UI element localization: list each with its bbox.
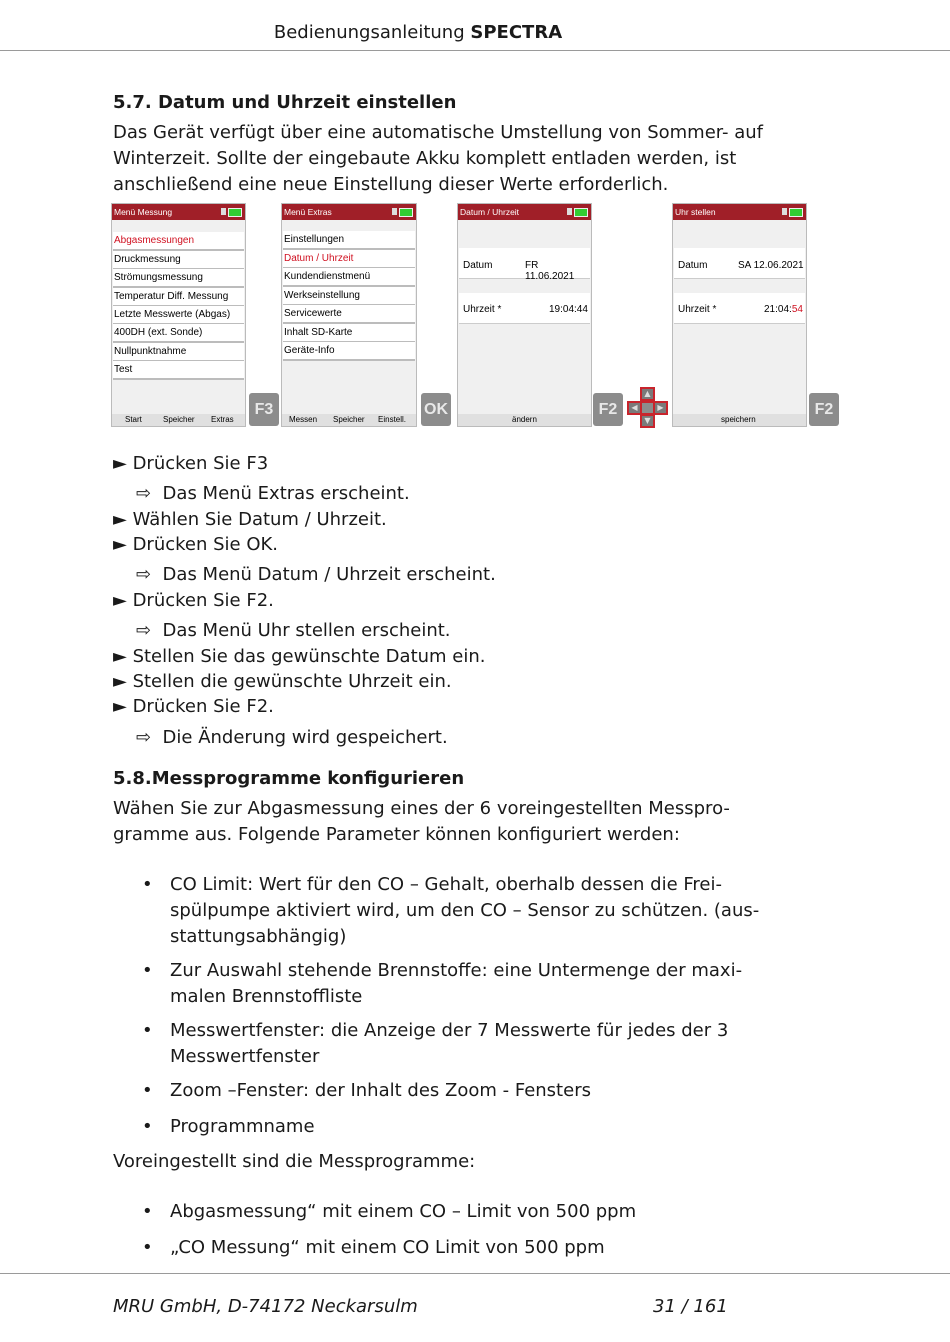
bullet-line: Messwertfenster [170,1046,320,1067]
hollow-arrow-icon: ⇨ [136,620,152,641]
screen-title: Datum / Uhrzeit [460,207,520,217]
screen-menu-messung [111,203,246,427]
battery-icon [574,208,588,217]
bullet-item [142,872,760,950]
time-value: 19:04:44 [549,304,588,315]
battery-icon [789,208,803,217]
substep [136,725,448,751]
bullet-line: Zur Auswahl stehende Brennstoffe: eine Untermenge der maxi- [170,960,743,981]
substep [136,562,496,588]
arrow-up-icon[interactable]: ▲ [640,387,655,401]
menu-item-inhalt-sd-karte[interactable]: Inhalt SD-Karte [283,324,415,343]
softkey-aendern[interactable]: ändern [512,415,537,424]
bullet-line: Programmname [170,1116,315,1137]
menu-item-werkseinstellung[interactable]: Werkseinstellung [283,287,415,306]
bullet-line: stattungsabhängig) [170,926,347,947]
bullet-line: Zoom –Fenster: der Inhalt des Zoom - Fensters [170,1080,591,1101]
step: ► Stellen Sie das gewünschte Datum ein. [113,646,486,667]
bullet-line: Messwertfenster: die Anzeige der 7 Messwerte für jedes der 3 [170,1020,729,1041]
bullet-dot-icon: • [142,960,153,981]
screen-uhr-stellen [672,203,807,427]
f3-key[interactable]: F3 [249,393,279,426]
softkey-bar [282,414,416,426]
softkey-speicher[interactable]: Speicher [163,415,195,424]
intro-line: gramme aus. Folgende Parameter können konfiguriert werden: [113,824,680,845]
time-row[interactable] [459,293,590,324]
intro-line: Das Gerät verfügt über eine automatische Umstellung von Sommer- auf [113,122,764,143]
screen-titlebar [458,204,591,220]
intro-line: Wähen Sie zur Abgasmessung eines der 6 voreingestellten Messpro- [113,798,730,819]
bullet-line: „CO Messung“ mit einem CO Limit von 500 ppm [170,1237,605,1258]
arrow-left-icon[interactable]: ◀ [627,401,642,415]
date-value: SA 12.06.2021 [738,260,804,271]
step: ► Stellen die gewünschte Uhrzeit ein. [113,671,452,692]
time-value-main: 21:04: [764,304,792,315]
footer-rule [0,1273,950,1274]
f2-key[interactable]: F2 [593,393,623,426]
lock-icon [392,208,397,215]
bullet-line: spülpumpe aktiviert wird, um den CO – Sensor zu schützen. (aus- [170,900,760,921]
screen-menu-extras [281,203,417,427]
menu-item-datum-uhrzeit[interactable]: Datum / Uhrzeit [283,250,415,269]
bullet-line: Abgasmessung“ mit einem CO – Limit von 500 ppm [170,1201,637,1222]
menu-item-letzte-messwerte[interactable]: Letzte Messwerte (Abgas) [113,306,244,325]
bullet-item [142,958,743,1010]
date-value: FR 11.06.2021 [525,260,575,282]
preset-intro: Voreingestellt sind die Messprogramme: [113,1151,476,1172]
section-5-8-intro [113,796,730,848]
bullet-item [142,1018,729,1070]
bullet-dot-icon: • [142,1201,153,1222]
intro-line: Winterzeit. Sollte der eingebaute Akku komplett entladen werden, ist [113,148,737,169]
step: ► Drücken Sie F3 [113,453,269,474]
header-prefix: Bedienungsanleitung [273,22,465,43]
softkey-extras[interactable]: Extras [211,415,234,424]
date-label: Datum [678,260,708,271]
softkey-bar [458,414,591,426]
lock-icon [567,208,572,215]
softkey-bar [673,414,806,426]
screen-title: Menü Messung [114,207,173,217]
softkey-bar [112,414,245,426]
battery-icon [228,208,242,217]
softkey-messen[interactable]: Messen [289,415,318,424]
menu-item-400dh[interactable]: 400DH (ext. Sonde) [113,324,244,343]
step: ► Drücken Sie F2. [113,590,274,611]
ok-key[interactable]: OK [421,393,451,426]
hollow-arrow-icon: ⇨ [136,727,152,748]
footer-company: MRU GmbH, D-74172 Neckarsulm [113,1296,418,1317]
substep-text: Das Menü Extras erscheint. [162,483,410,504]
menu-item-einstellungen[interactable]: Einstellungen [283,231,415,250]
substep-text: Die Änderung wird gespeichert. [162,727,448,748]
page-header [0,22,836,43]
menu-item-kundendienstmenue[interactable]: Kundendienstmenü [283,268,415,287]
battery-icon [399,208,413,217]
intro-line: anschließend eine neue Einstellung dieser Werte erforderlich. [113,174,669,195]
date-label: Datum [463,260,493,271]
time-value-edit[interactable]: 54 [791,304,803,315]
bullet-item [142,1078,591,1104]
softkey-speichern[interactable]: speichern [721,415,756,424]
arrow-right-icon[interactable]: ▶ [653,401,668,415]
bullet-dot-icon: • [142,1080,153,1101]
lock-icon [221,208,226,215]
date-row[interactable] [459,248,590,282]
lock-icon [782,208,787,215]
softkey-start[interactable]: Start [125,415,142,424]
bullet-line: malen Brennstoffliste [170,986,363,1007]
menu-item-nullpunktnahme[interactable]: Nullpunktnahme [113,343,244,362]
screen-titlebar [673,204,806,220]
menu-item-test[interactable]: Test [113,361,244,380]
menu-item-servicewerte[interactable]: Servicewerte [283,305,415,324]
bullet-line: CO Limit: Wert für den CO – Gehalt, oberhalb dessen die Frei- [170,874,722,895]
menu-item-temperatur-diff[interactable]: Temperatur Diff. Messung [113,288,244,307]
date-row[interactable] [674,248,805,279]
menu-item-geraete-info[interactable]: Geräte-Info [283,342,415,361]
footer-page-number: 31 / 161 [653,1296,728,1317]
time-label: Uhrzeit * [463,304,502,315]
menu-item-druckmessung[interactable]: Druckmessung [113,251,244,270]
step: ► Drücken Sie F2. [113,696,274,717]
menu-item-stroemungsmessung[interactable]: Strömungsmessung [113,269,244,288]
header-brand: SPECTRA [470,22,563,43]
screen-title: Uhr stellen [675,207,716,217]
menu-item-abgasmessungen[interactable]: Abgasmessungen [113,232,244,251]
screen-title: Menü Extras [284,207,332,217]
arrow-down-icon[interactable]: ▼ [640,414,655,428]
bullet-dot-icon: • [142,1116,153,1137]
section-title-5-8: 5.8.Messprogramme konfigurieren [113,768,465,789]
substep-text: Das Menü Uhr stellen erscheint. [162,620,451,641]
screen-datum-uhrzeit [457,203,592,427]
bullet-dot-icon: • [142,874,153,895]
softkey-einstell[interactable]: Einstell. [378,415,407,424]
time-row[interactable] [674,293,805,324]
substep [136,618,451,644]
bullet-item [142,1235,605,1261]
section-5-7-intro [113,120,763,198]
bullet-dot-icon: • [142,1237,153,1258]
hollow-arrow-icon: ⇨ [136,564,152,585]
screen-titlebar [112,204,245,220]
f2-key[interactable]: F2 [809,393,839,426]
substep-text: Das Menü Datum / Uhrzeit erscheint. [162,564,496,585]
header-rule [0,50,950,51]
softkey-speicher[interactable]: Speicher [333,415,365,424]
step: ► Drücken Sie OK. [113,534,279,555]
time-label: Uhrzeit * [678,304,717,315]
section-title-5-7: 5.7. Datum und Uhrzeit einstellen [113,92,457,113]
bullet-item [142,1199,637,1225]
time-value [764,304,803,315]
substep [136,481,410,507]
step: ► Wählen Sie Datum / Uhrzeit. [113,509,387,530]
bullet-item [142,1114,315,1140]
bullet-dot-icon: • [142,1020,153,1041]
screen-titlebar [282,204,416,220]
hollow-arrow-icon: ⇨ [136,483,152,504]
